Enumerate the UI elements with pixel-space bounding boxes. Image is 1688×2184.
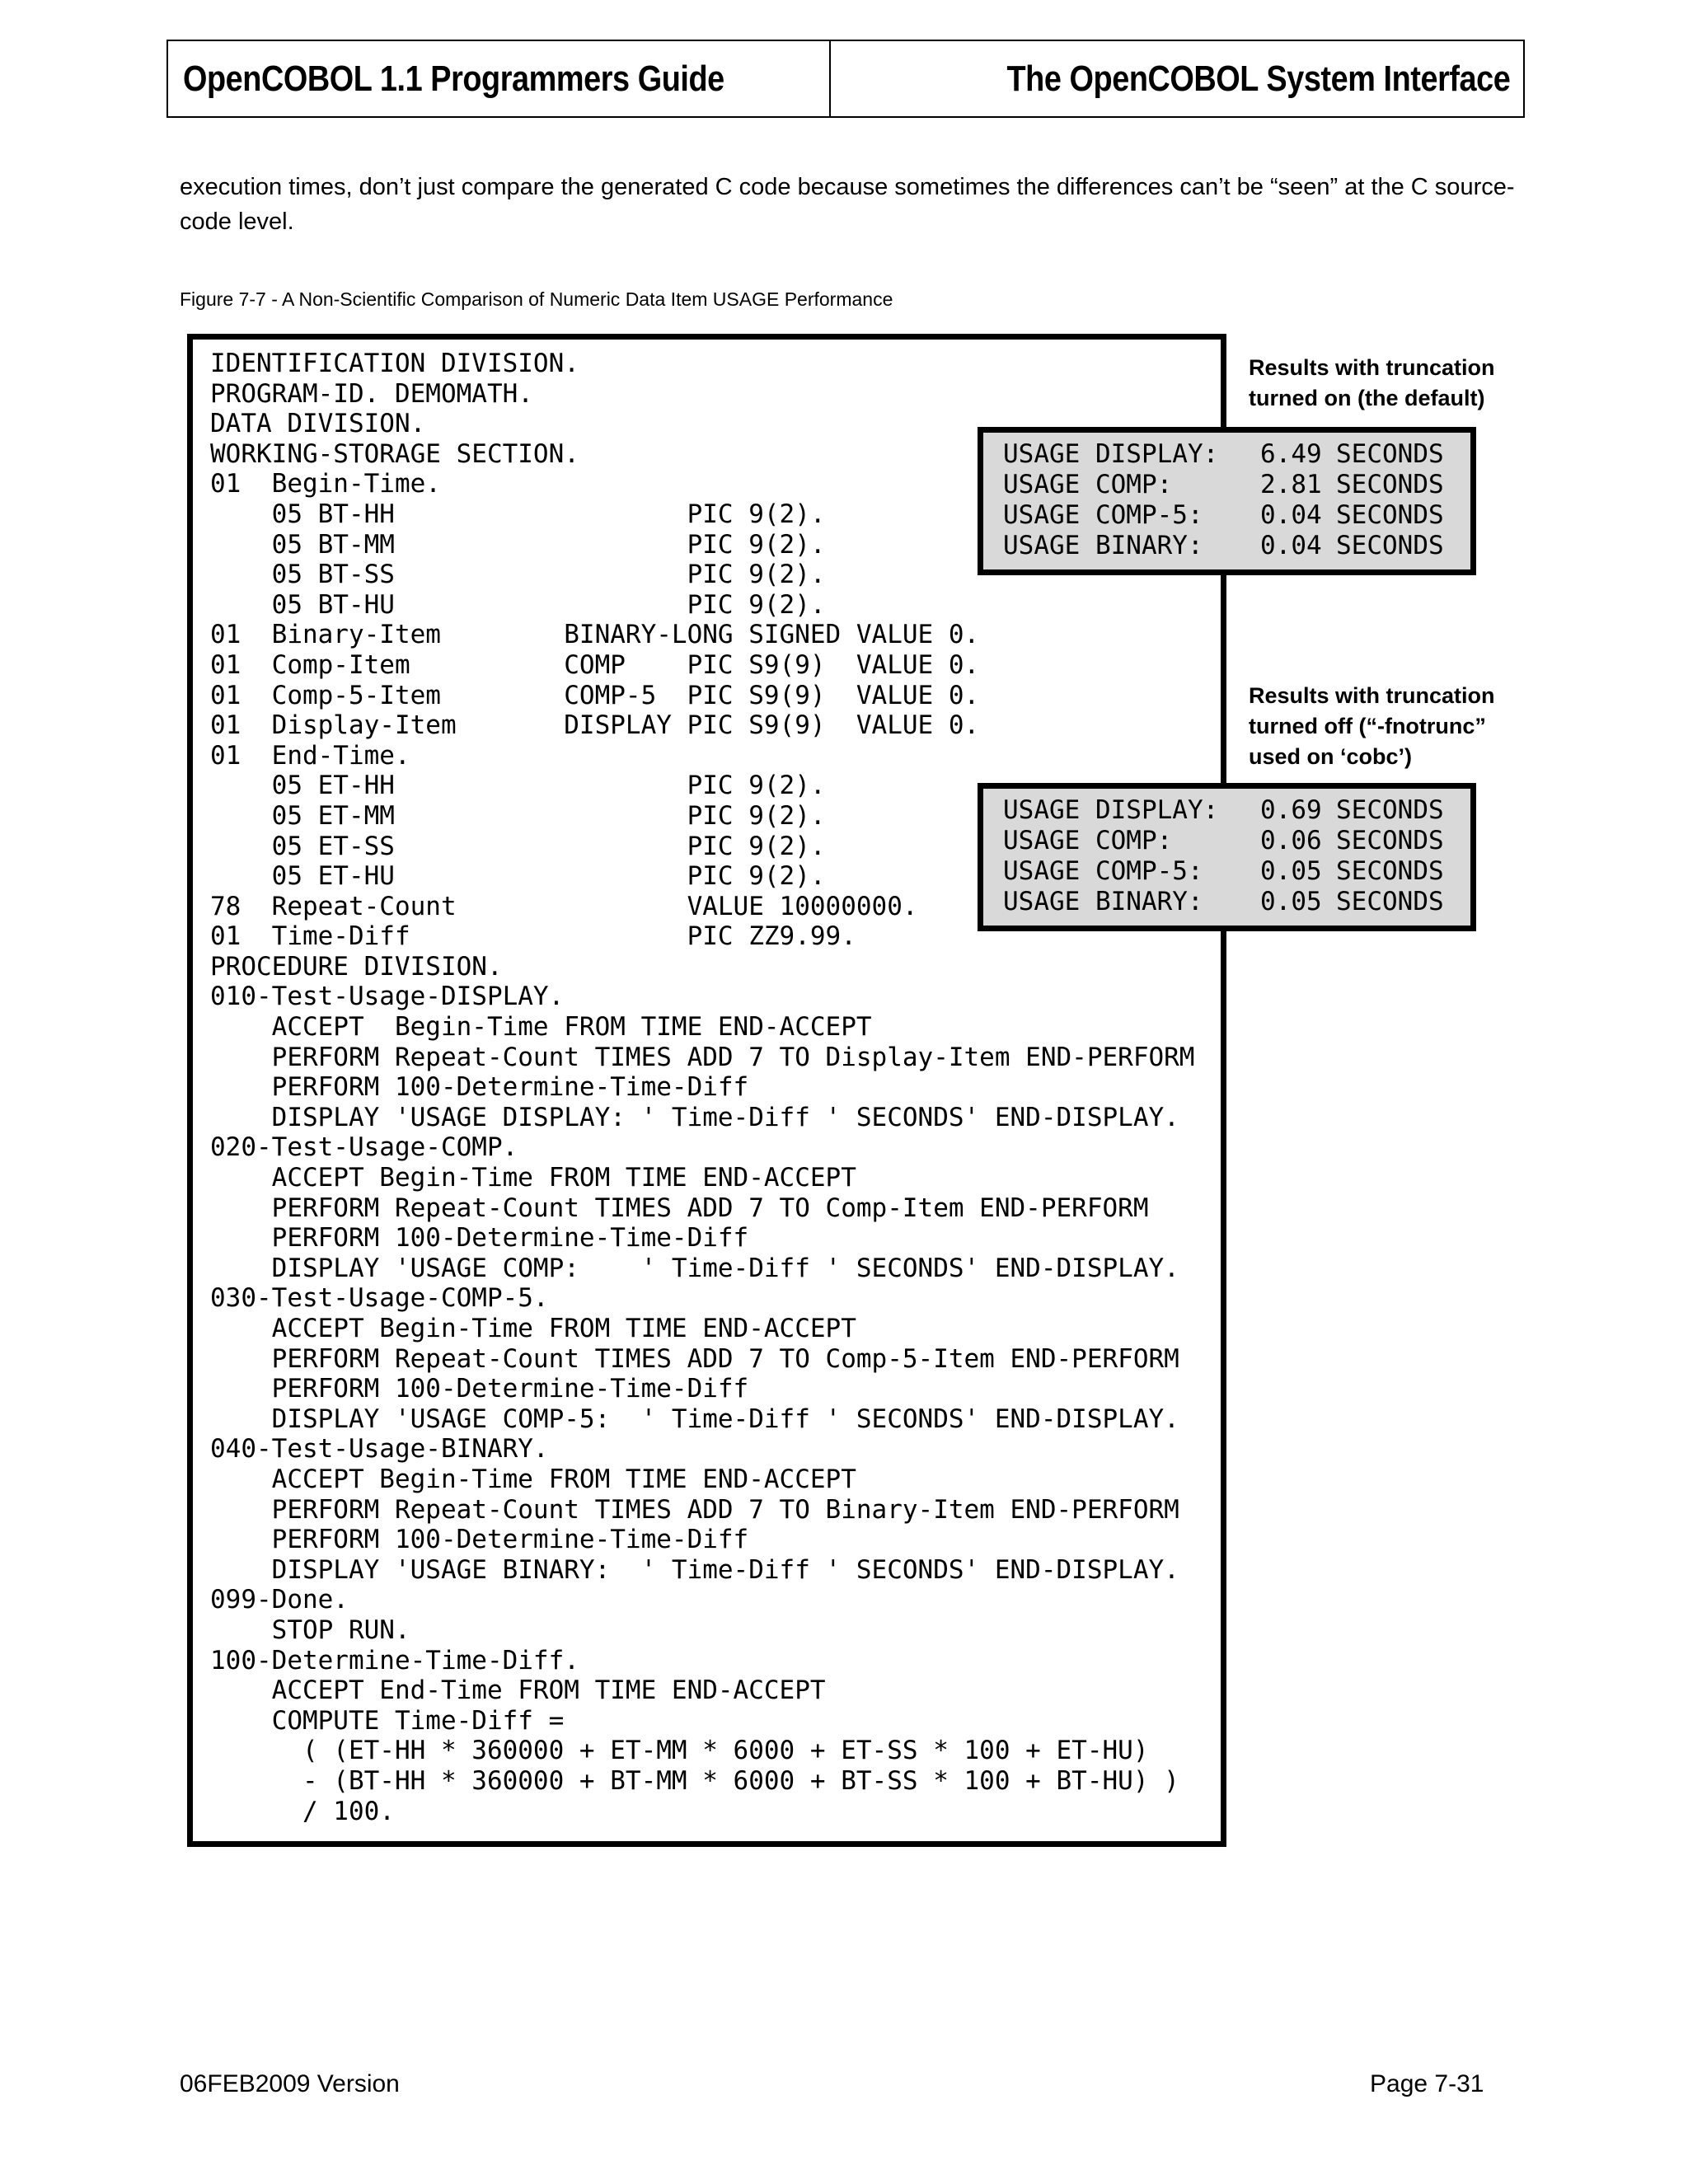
result-value: 0.05 [1260, 887, 1322, 916]
code-line: IDENTIFICATION DIVISION. [210, 349, 579, 378]
note-truncation-off [1249, 681, 1512, 772]
result-label: USAGE COMP-5: [1003, 500, 1203, 530]
note-line: turned off (“-fnotrunc” [1249, 714, 1486, 738]
code-line: 05 ET-SS PIC 9(2). [210, 831, 826, 861]
code-line: 020-Test-Usage-COMP. [210, 1132, 518, 1163]
code-line: / 100. [210, 1796, 395, 1826]
note-truncation-on [1249, 353, 1512, 414]
code-line: STOP RUN. [210, 1615, 410, 1645]
result-label: USAGE BINARY: [1003, 531, 1203, 560]
result-label: USAGE COMP-5: [1003, 856, 1203, 886]
result-label: USAGE COMP: [1003, 470, 1173, 499]
result-unit: SECONDS [1336, 856, 1444, 886]
result-unit: SECONDS [1336, 500, 1444, 530]
result-value: 0.04 [1260, 500, 1322, 530]
code-line: WORKING-STORAGE SECTION. [210, 438, 579, 469]
code-line: 05 BT-HU PIC 9(2). [210, 589, 826, 620]
code-line: DISPLAY 'USAGE COMP-5: ' Time-Diff ' SECONDS' END-DISPLAY. [210, 1404, 1179, 1434]
result-label: USAGE DISPLAY: [1003, 439, 1219, 469]
result-row [1003, 826, 1470, 856]
result-label: USAGE COMP: [1003, 826, 1173, 855]
code-line: PERFORM 100-Determine-Time-Diff [210, 1072, 749, 1103]
result-label: USAGE DISPLAY: [1003, 795, 1219, 825]
note-line: turned on (the default) [1249, 386, 1485, 410]
result-row [1003, 500, 1470, 531]
note-line: used on ‘cobc’) [1249, 744, 1413, 769]
code-line: ACCEPT Begin-Time FROM TIME END-ACCEPT [210, 1314, 856, 1343]
code-line: 099-Done. [210, 1585, 349, 1615]
result-unit: SECONDS [1336, 887, 1444, 916]
result-row [1003, 856, 1470, 887]
result-unit: SECONDS [1336, 470, 1444, 499]
result-value: 0.05 [1260, 856, 1322, 886]
chapter-title: The OpenCOBOL System Interface [1006, 58, 1510, 99]
guide-title: OpenCOBOL 1.1 Programmers Guide [183, 58, 724, 99]
code-line: ACCEPT Begin-Time FROM TIME END-ACCEPT [210, 1012, 872, 1043]
code-line: 05 BT-SS PIC 9(2). [210, 560, 826, 590]
code-line: 040-Test-Usage-BINARY. [210, 1434, 549, 1465]
result-value: 0.04 [1260, 531, 1322, 560]
result-unit: SECONDS [1336, 439, 1444, 469]
page-header [166, 40, 1525, 118]
code-line: 05 BT-MM PIC 9(2). [210, 529, 826, 560]
code-line: PERFORM Repeat-Count TIMES ADD 7 TO Comp-Item END-PERFORM [210, 1193, 1149, 1223]
figure-caption: Figure 7-7 - A Non-Scientific Comparison of Numeric Data Item USAGE Performance [180, 288, 893, 310]
code-line: 05 ET-HH PIC 9(2). [210, 771, 826, 801]
result-unit: SECONDS [1336, 826, 1444, 855]
code-line: DATA DIVISION. [210, 409, 426, 439]
code-line: ACCEPT Begin-Time FROM TIME END-ACCEPT [210, 1163, 856, 1193]
result-row [1003, 887, 1470, 917]
code-line: 01 Binary-Item BINARY-LONG SIGNED VALUE 0. [210, 620, 980, 650]
footer-page-number: Page 7-31 [1370, 2070, 1484, 2097]
results-box-truncation-on [978, 427, 1476, 575]
code-line: DISPLAY 'USAGE COMP: ' Time-Diff ' SECONDS' END-DISPLAY. [210, 1253, 1179, 1283]
intro-paragraph: execution times, don’t just compare the generated C code because sometimes the differences can’t be “seen” at the C source-code level. [180, 174, 1515, 235]
code-line: ACCEPT Begin-Time FROM TIME END-ACCEPT [210, 1464, 856, 1494]
code-line: DISPLAY 'USAGE BINARY: ' Time-Diff ' SECONDS' END-DISPLAY. [210, 1554, 1179, 1585]
header-right-cell [831, 41, 1523, 116]
results-box-truncation-off [978, 783, 1476, 931]
code-line: PROCEDURE DIVISION. [210, 951, 503, 982]
header-left-cell [168, 41, 831, 116]
code-line: 01 End-Time. [210, 740, 410, 771]
code-line: 05 ET-MM PIC 9(2). [210, 800, 826, 831]
code-line: ACCEPT End-Time FROM TIME END-ACCEPT [210, 1675, 826, 1706]
code-line: 05 BT-HH PIC 9(2). [210, 499, 826, 529]
result-value: 6.49 [1260, 439, 1322, 469]
result-value: 2.81 [1260, 470, 1322, 499]
code-line: PERFORM Repeat-Count TIMES ADD 7 TO Binary-Item END-PERFORM [210, 1494, 1179, 1525]
code-line: DISPLAY 'USAGE DISPLAY: ' Time-Diff ' SECONDS' END-DISPLAY. [210, 1102, 1179, 1132]
result-value: 0.06 [1260, 826, 1322, 855]
result-unit: SECONDS [1336, 531, 1444, 560]
note-line: Results with truncation [1249, 355, 1495, 380]
code-line: 01 Comp-5-Item COMP-5 PIC S9(9) VALUE 0. [210, 680, 980, 710]
code-line: PERFORM 100-Determine-Time-Diff [210, 1223, 749, 1254]
code-line: 100-Determine-Time-Diff. [210, 1645, 579, 1675]
code-line: 030-Test-Usage-COMP-5. [210, 1283, 549, 1314]
code-line: PROGRAM-ID. DEMOMATH. [210, 378, 533, 409]
code-line: COMPUTE Time-Diff = [210, 1705, 565, 1736]
code-line: PERFORM Repeat-Count TIMES ADD 7 TO Display-Item END-PERFORM [210, 1042, 1195, 1072]
result-row [1003, 531, 1470, 561]
code-line: 010-Test-Usage-DISPLAY. [210, 982, 565, 1012]
code-line: 05 ET-HU PIC 9(2). [210, 861, 826, 892]
result-row [1003, 439, 1470, 470]
code-line: 01 Begin-Time. [210, 469, 441, 499]
note-line: Results with truncation [1249, 683, 1495, 708]
code-line: PERFORM 100-Determine-Time-Diff [210, 1374, 749, 1404]
code-line: - (BT-HH * 360000 + BT-MM * 6000 + BT-SS * 100 + BT-HU) ) [210, 1765, 1179, 1796]
result-row [1003, 470, 1470, 500]
code-line: PERFORM 100-Determine-Time-Diff [210, 1525, 749, 1555]
footer-version: 06FEB2009 Version [180, 2070, 400, 2097]
code-line: 01 Time-Diff PIC ZZ9.99. [210, 921, 856, 952]
code-line: 01 Comp-Item COMP PIC S9(9) VALUE 0. [210, 649, 980, 680]
code-line: 01 Display-Item DISPLAY PIC S9(9) VALUE 0. [210, 710, 980, 741]
code-line: ( (ET-HH * 360000 + ET-MM * 6000 + ET-SS * 100 + ET-HU) [210, 1736, 1149, 1766]
result-unit: SECONDS [1336, 795, 1444, 825]
result-label: USAGE BINARY: [1003, 887, 1203, 916]
result-value: 0.69 [1260, 795, 1322, 825]
result-row [1003, 795, 1470, 826]
code-line: PERFORM Repeat-Count TIMES ADD 7 TO Comp-5-Item END-PERFORM [210, 1343, 1179, 1374]
code-line: 78 Repeat-Count VALUE 10000000. [210, 891, 918, 921]
